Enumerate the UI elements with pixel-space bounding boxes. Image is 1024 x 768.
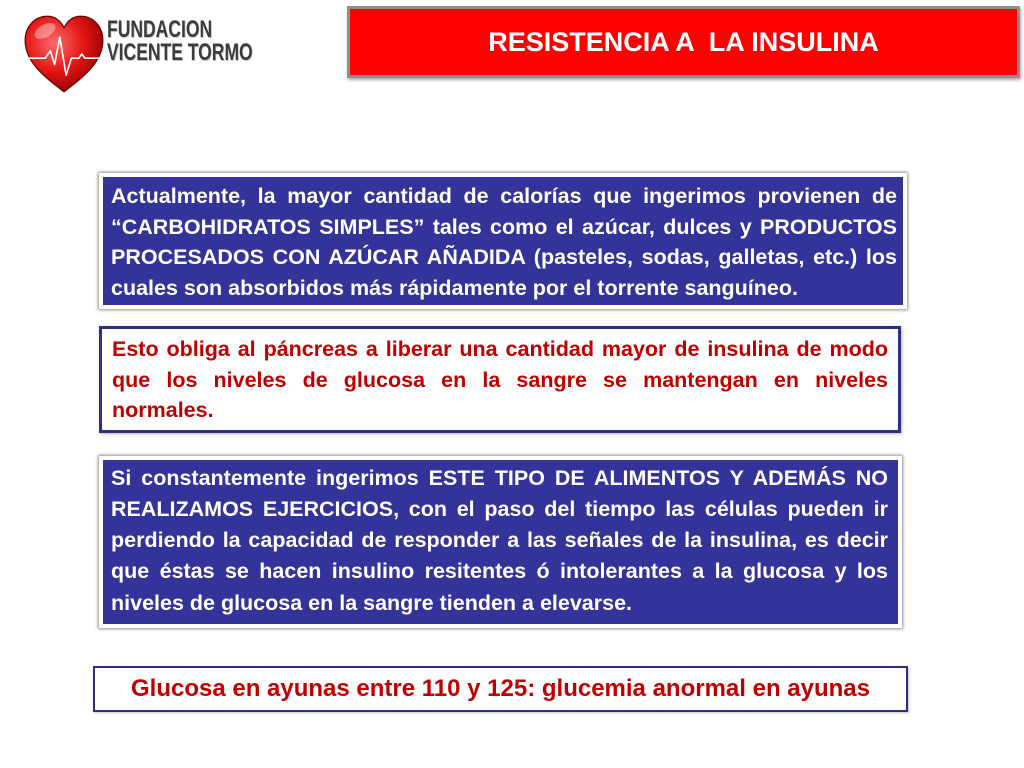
text-line: perdiendo la capacidad de responder a las señales de la insulina, es decir bbox=[111, 528, 888, 552]
info-box-pancreas bbox=[99, 326, 901, 433]
text-line: Actualmente, la mayor cantidad de calorías que ingerimos provienen de bbox=[111, 184, 897, 208]
logo-line-fundacion: FUNDACION bbox=[107, 16, 213, 43]
text-line: PROCESADOS CON AZÚCAR AÑADIDA (pasteles, sodas, galletas, etc.) los bbox=[111, 245, 897, 269]
page-title: RESISTENCIA A LA INSULINA bbox=[488, 26, 879, 57]
text-line: que los niveles de glucosa en la sangre se mantengan en niveles bbox=[112, 367, 888, 392]
text-line: que éstas se hacen insulino resitentes ó intolerantes a la glucosa y los bbox=[111, 559, 888, 584]
heart-ecg-icon bbox=[22, 12, 106, 96]
info-box-insulin-resistance bbox=[99, 456, 902, 628]
text-line: “CARBOHIDRATOS SIMPLES” tales como el azúcar, dulces y PRODUCTOS bbox=[111, 214, 897, 239]
text-line: Esto obliga al páncreas a liberar una cantidad mayor de insulina de modo bbox=[112, 337, 888, 361]
text-line: REALIZAMOS EJERCICIOS, con el paso del tiempo las células pueden ir bbox=[111, 496, 888, 521]
logo-line-vicente-tormo: VICENTE TORMO bbox=[107, 39, 253, 66]
title-banner bbox=[347, 6, 1020, 78]
glucose-note-text: Glucosa en ayunas entre 110 y 125: glucemia anormal en ayunas bbox=[130, 675, 870, 702]
text-line: cuales son absorbidos más rápidamente por el torrente sanguíneo. bbox=[111, 275, 798, 300]
glucose-note-box bbox=[93, 666, 908, 712]
text-line: normales. bbox=[112, 398, 214, 422]
text-line: niveles de glucosa en la sangre tienden a elevarse. bbox=[111, 590, 633, 615]
text-line: Si constantemente ingerimos ESTE TIPO DE ALIMENTOS Y ADEMÁS NO bbox=[111, 465, 888, 490]
info-box-carbohydrates bbox=[99, 173, 907, 309]
